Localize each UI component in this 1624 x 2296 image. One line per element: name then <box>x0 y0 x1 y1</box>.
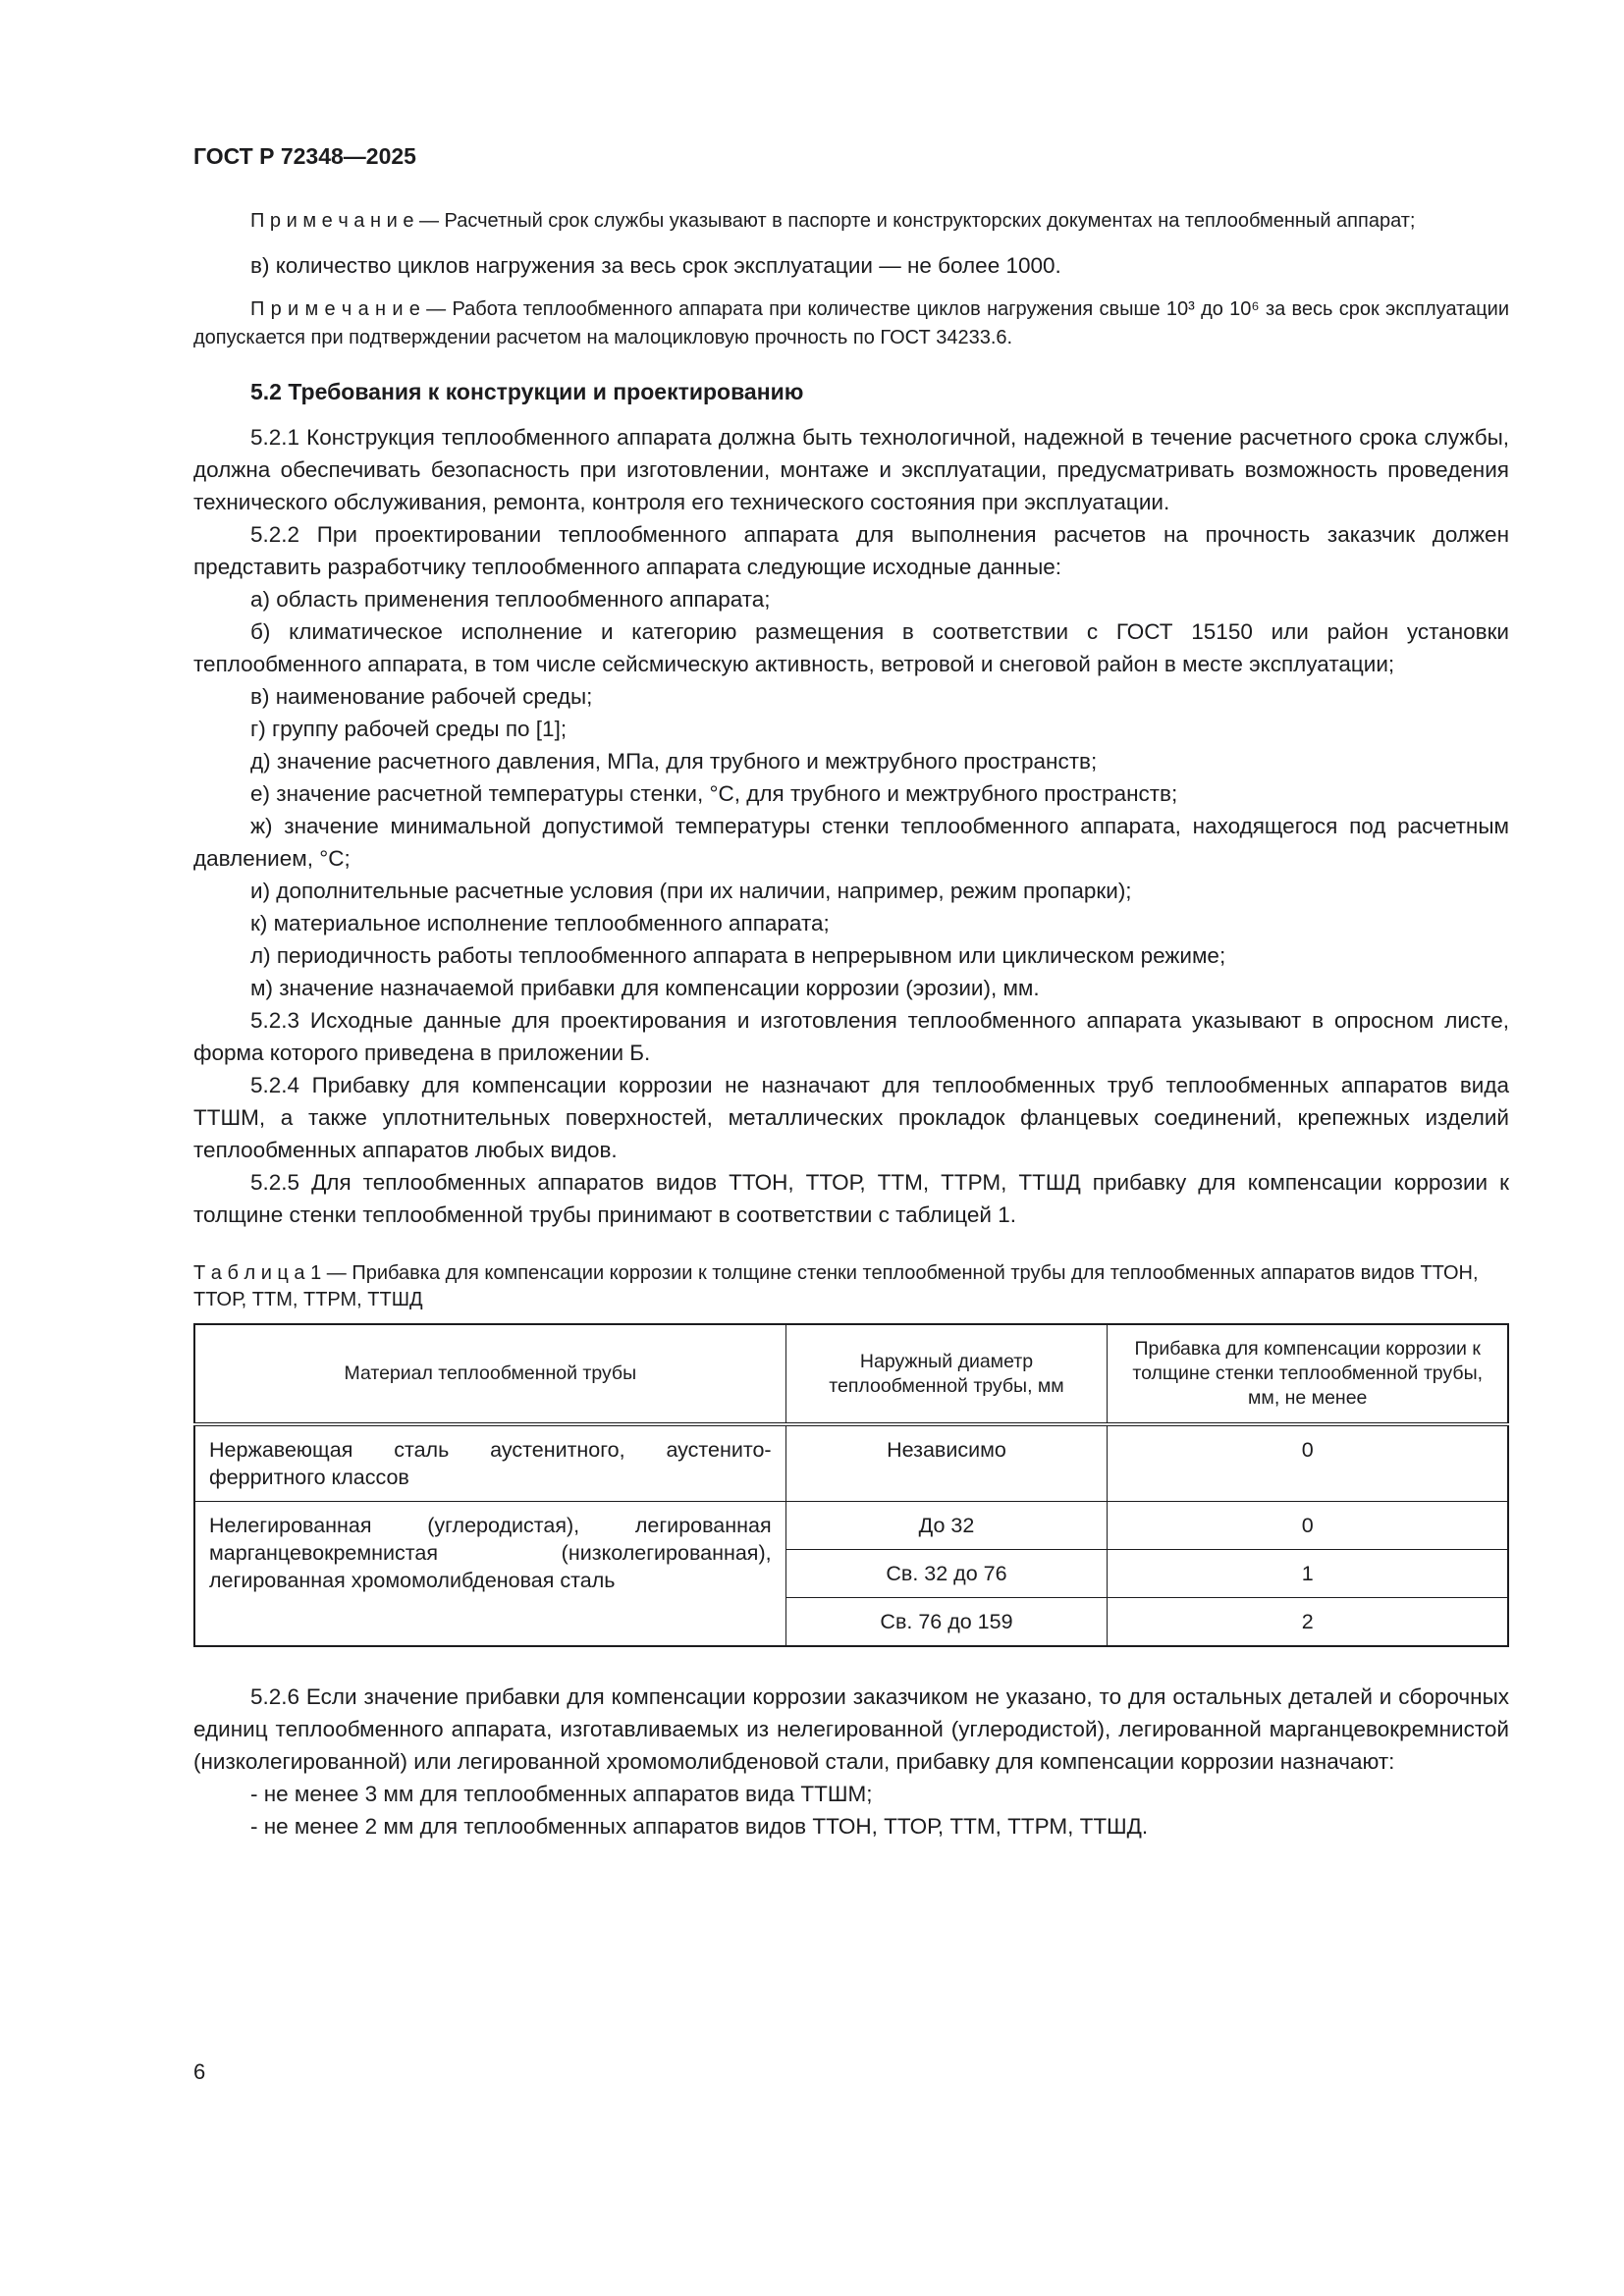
cell-allowance-carbon-3: 2 <box>1108 1598 1508 1647</box>
cell-diameter-stainless: Независимо <box>785 1424 1108 1502</box>
table-1-caption: Т а б л и ц а 1 — Прибавка для компенсации коррозии к толщине стенки теплообменной трубы для теплообменных аппаратов видов ТТОН, ТТОР, ТТМ, ТТРМ, ТТШД <box>193 1262 1479 1310</box>
cell-diameter-carbon-3: Св. 76 до 159 <box>785 1598 1108 1647</box>
table-1-col-diameter: Наружный диаметр теплообменной трубы, мм <box>785 1324 1108 1424</box>
note-service-life: П р и м е ч а н и е — Расчетный срок службы указывают в паспорте и конструкторских документах на теплообменный аппарат; <box>250 210 1416 232</box>
list-item-m: м) значение назначаемой прибавки для компенсации коррозии (эрозии), мм. <box>250 976 1040 1000</box>
doc-number: ГОСТ Р 72348—2025 <box>193 143 416 169</box>
list-item-d: д) значение расчетного давления, МПа, для трубного и межтрубного пространств; <box>250 749 1098 774</box>
table-1 <box>193 1323 1509 1647</box>
paragraph-5-2-3: 5.2.3 Исходные данные для проектирования и изготовления теплообменного аппарата указывают в опросном листе, форма которого приведена в приложении Б. <box>193 1008 1509 1065</box>
cell-diameter-carbon-1: До 32 <box>785 1502 1108 1550</box>
dash-item-ttshm: - не менее 3 мм для теплообменных аппаратов вида ТТШМ; <box>250 1782 873 1806</box>
list-item-v: в) наименование рабочей среды; <box>250 684 593 709</box>
list-item-e: е) значение расчетной температуры стенки, °С, для трубного и межтрубного пространств; <box>250 781 1178 806</box>
section-5-2-title: 5.2 Требования к конструкции и проектированию <box>250 379 804 404</box>
list-item-a: а) область применения теплообменного аппарата; <box>250 587 771 612</box>
paragraph-5-2-6: 5.2.6 Если значение прибавки для компенсации коррозии заказчиком не указано, то для остальных деталей и сборочных единиц теплообменного аппарата, изготавливаемых из нелегированной (углеродистой), легированной марганцевокремнистой (низколегированной) или легированной хромомолибденовой стали, прибавку для компенсации коррозии назначают: <box>193 1684 1509 1774</box>
table-1-col-allowance: Прибавка для компенсации коррозии к толщине стенки теплообменной трубы, мм, не менее <box>1108 1324 1508 1424</box>
paragraph-5-2-1: 5.2.1 Конструкция теплообменного аппарата должна быть технологичной, надежной в течение расчетного срока службы, должна обеспечивать безопасность при изготовлении, монтаже и эксплуатации, предусматривать возможность проведения технического обслуживания, ремонта, контроля его технического состояния при эксплуатации. <box>193 425 1509 514</box>
cell-allowance-stainless: 0 <box>1108 1424 1508 1502</box>
table-1-col-material: Материал теплообменной трубы <box>194 1324 785 1424</box>
cell-material-carbon: Нелегированная (углеродистая), легированная марганцевокремнистая (низколегированная), легированная хромомолибденовая сталь <box>194 1502 785 1647</box>
dash-item-tton: - не менее 2 мм для теплообменных аппаратов видов ТТОН, ТТОР, ТТМ, ТТРМ, ТТШД. <box>250 1814 1149 1839</box>
cell-allowance-carbon-1: 0 <box>1108 1502 1508 1550</box>
list-item-zh: ж) значение минимальной допустимой температуры стенки теплообменного аппарата, находящегося под расчетным давлением, °С; <box>193 814 1509 871</box>
page-number: 6 <box>193 2059 206 2084</box>
list-item-k: к) материальное исполнение теплообменного аппарата; <box>250 911 830 935</box>
cell-diameter-carbon-2: Св. 32 до 76 <box>785 1550 1108 1598</box>
paragraph-5-2-2: 5.2.2 При проектировании теплообменного аппарата для выполнения расчетов на прочность заказчик должен представить разработчику теплообменного аппарата следующие исходные данные: <box>193 522 1509 579</box>
list-item-g: г) группу рабочей среды по [1]; <box>250 717 568 741</box>
paragraph-5-2-4: 5.2.4 Прибавку для компенсации коррозии не назначают для теплообменных труб теплообменных аппаратов вида ТТШМ, а также уплотнительных поверхностей, металлических прокладок фланцевых соединений, крепежных изделий теплообменных аппаратов любых видов. <box>193 1073 1509 1162</box>
table-row-carbon-1 <box>194 1502 1508 1550</box>
note-load-cycles: П р и м е ч а н и е — Работа теплообменного аппарата при количестве циклов нагружения свыше 10³ до 10⁶ за весь срок эксплуатации допускается при подтверждении расчетом на малоцикловую прочность по ГОСТ 34233.6. <box>193 298 1509 348</box>
paragraph-5-2-5: 5.2.5 Для теплообменных аппаратов видов ТТОН, ТТОР, ТТМ, ТТРМ, ТТШД прибавку для компенсации коррозии к толщине стенки теплообменной трубы принимают в соответствии с таблицей 1. <box>193 1170 1509 1227</box>
list-item-i: и) дополнительные расчетные условия (при их наличии, например, режим пропарки); <box>250 879 1132 903</box>
cell-allowance-carbon-2: 1 <box>1108 1550 1508 1598</box>
table-1-header-row <box>194 1324 1508 1424</box>
list-item-l: л) периодичность работы теплообменного аппарата в непрерывном или циклическом режиме; <box>250 943 1226 968</box>
list-item-b: б) климатическое исполнение и категорию размещения в соответствии с ГОСТ 15150 или район установки теплообменного аппарата, в том числе сейсмическую активность, ветровой и снеговой район в месте эксплуатации; <box>193 619 1509 676</box>
table-row-stainless <box>194 1424 1508 1502</box>
cell-material-stainless: Нержавеющая сталь аустенитного, аустенито-ферритного классов <box>194 1424 785 1502</box>
list-item-v-cycles: в) количество циклов нагружения за весь срок эксплуатации — не более 1000. <box>250 253 1061 278</box>
